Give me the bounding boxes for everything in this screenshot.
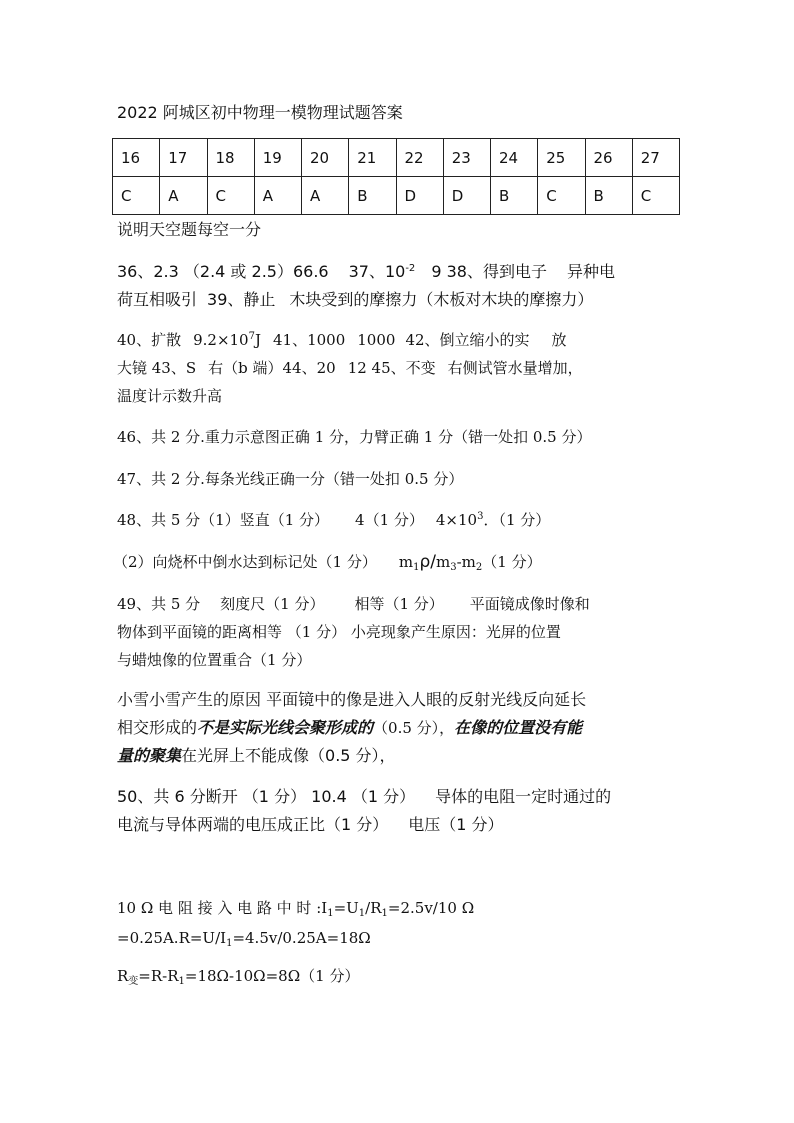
table-cell: 23 — [443, 139, 490, 177]
answer-43: 大镜 43、S — [117, 359, 197, 377]
answer-48-part2: （2）向烧杯中倒水达到标记处（1 分） $m_1\rho/m_3-m_2(1$ 分） — [113, 552, 542, 573]
answer-38: 9 38、得到电子 — [431, 262, 547, 281]
answer-36: 36、2.3 （2.4 或 2.5）66.6 — [117, 262, 329, 281]
answer-50: 50、共 6 分断开 （1 分） 10.4 （1 分） 导体的电阻一定时通过的 电流与导体两端的电压成正比（1 分） 电压（1 分） — [117, 787, 612, 834]
table-cell: 20 — [302, 139, 349, 177]
answer-46: 46、共 2 分.重力示意图正确 1 分，力臂正确 1 分（错一处扣 0.5 分） — [117, 428, 592, 446]
emphasis-text: 不是实际光线会聚形成的 — [197, 718, 374, 737]
answer-44: 右（b 端）44、20 — [208, 359, 336, 377]
table-cell: B — [491, 177, 538, 215]
answer-37: 37、10 — [348, 262, 406, 281]
answer-40: 40、扩散 — [117, 331, 182, 349]
table-row-numbers — [113, 139, 680, 177]
calculation-line-3: $R_变=R-R_1=18\Omega-10\Omega=8\Omega(1$ 分） — [117, 967, 360, 987]
table-cell: 25 — [538, 139, 585, 177]
fill-blank-note: 说明天空题每空一分 — [117, 220, 262, 239]
table-cell: 21 — [349, 139, 396, 177]
table-cell: 24 — [491, 139, 538, 177]
answer-45: 12 45、不变 — [347, 359, 436, 377]
table-cell: 22 — [396, 139, 443, 177]
table-cell: D — [396, 177, 443, 215]
answer-40-45: 40、扩散 $9.2\times 10^7J$ 41、1000 1000 42、倒立缩小的实 放 大镜 43、S 右（b 端）44、20 12 45、不变 右侧试管水量增加， 温度计示数升高 — [117, 331, 583, 405]
emphasis-text: 在像的位置没有能 — [454, 718, 583, 737]
answer-49: 49、共 5 分 刻度尺（1 分） 相等（1 分） 平面镜成像时像和 物体到平面镜的距离相等 （1 分） 小亮现象产生原因：光屏的位置 与蜡烛像的位置重合（1 分） — [117, 595, 590, 669]
answer-41: 41、1000 — [273, 331, 346, 349]
table-cell: A — [302, 177, 349, 215]
calculation-line-2: $=0.25A.R=U/I_1=4.5v/0.25A=18\Omega$ — [117, 929, 371, 949]
table-cell: 16 — [113, 139, 160, 177]
table-cell: 27 — [632, 139, 679, 177]
table-cell: B — [585, 177, 632, 215]
table-cell: C — [207, 177, 254, 215]
snow-reason-paragraph: 小雪小雪产生的原因 平面镜中的像是进入人眼的反射光线反向延长 相交形成的不是实际光线会聚形成的（0.5 分），在像的位置没有能 量的聚集在光屏上不能成像（0.5 分）， — [117, 690, 587, 765]
calculation-line-1: 10 Ω 电 阻 接 入 电 路 中 时 $:I_1=U_1/R_1=2.5v/10$ Ω — [117, 899, 475, 919]
table-cell: A — [160, 177, 207, 215]
emphasis-text: 量的聚集 — [117, 746, 182, 765]
table-cell: D — [443, 177, 490, 215]
table-cell: 26 — [585, 139, 632, 177]
table-row-answers — [113, 177, 680, 215]
table-cell: C — [632, 177, 679, 215]
table-cell: C — [538, 177, 585, 215]
answer-36-39: 36、2.3 （2.4 或 2.5）66.6 37、$10^{-2}$ 9 38、得到电子 异种电 荷互相吸引 39、静止 木块受到的摩擦力（木板对木块的摩擦力） — [117, 262, 615, 309]
table-cell: 19 — [254, 139, 301, 177]
answer-39: 39、静止 — [207, 290, 276, 309]
answer-table — [112, 138, 680, 215]
table-cell: B — [349, 177, 396, 215]
table-cell: A — [254, 177, 301, 215]
table-cell: 17 — [160, 139, 207, 177]
answer-47: 47、共 2 分.每条光线正确一分（错一处扣 0.5 分） — [117, 470, 464, 488]
answer-48-part1: 48、共 5 分（1）竖直（1 分） 4（1 分） $4\times 10^3$．（1 分） — [117, 511, 551, 529]
answer-42: 42、倒立缩小的实 — [405, 331, 530, 349]
table-cell: 18 — [207, 139, 254, 177]
document-title: 2022 阿城区初中物理一模物理试题答案 — [117, 103, 403, 122]
table-cell: C — [113, 177, 160, 215]
